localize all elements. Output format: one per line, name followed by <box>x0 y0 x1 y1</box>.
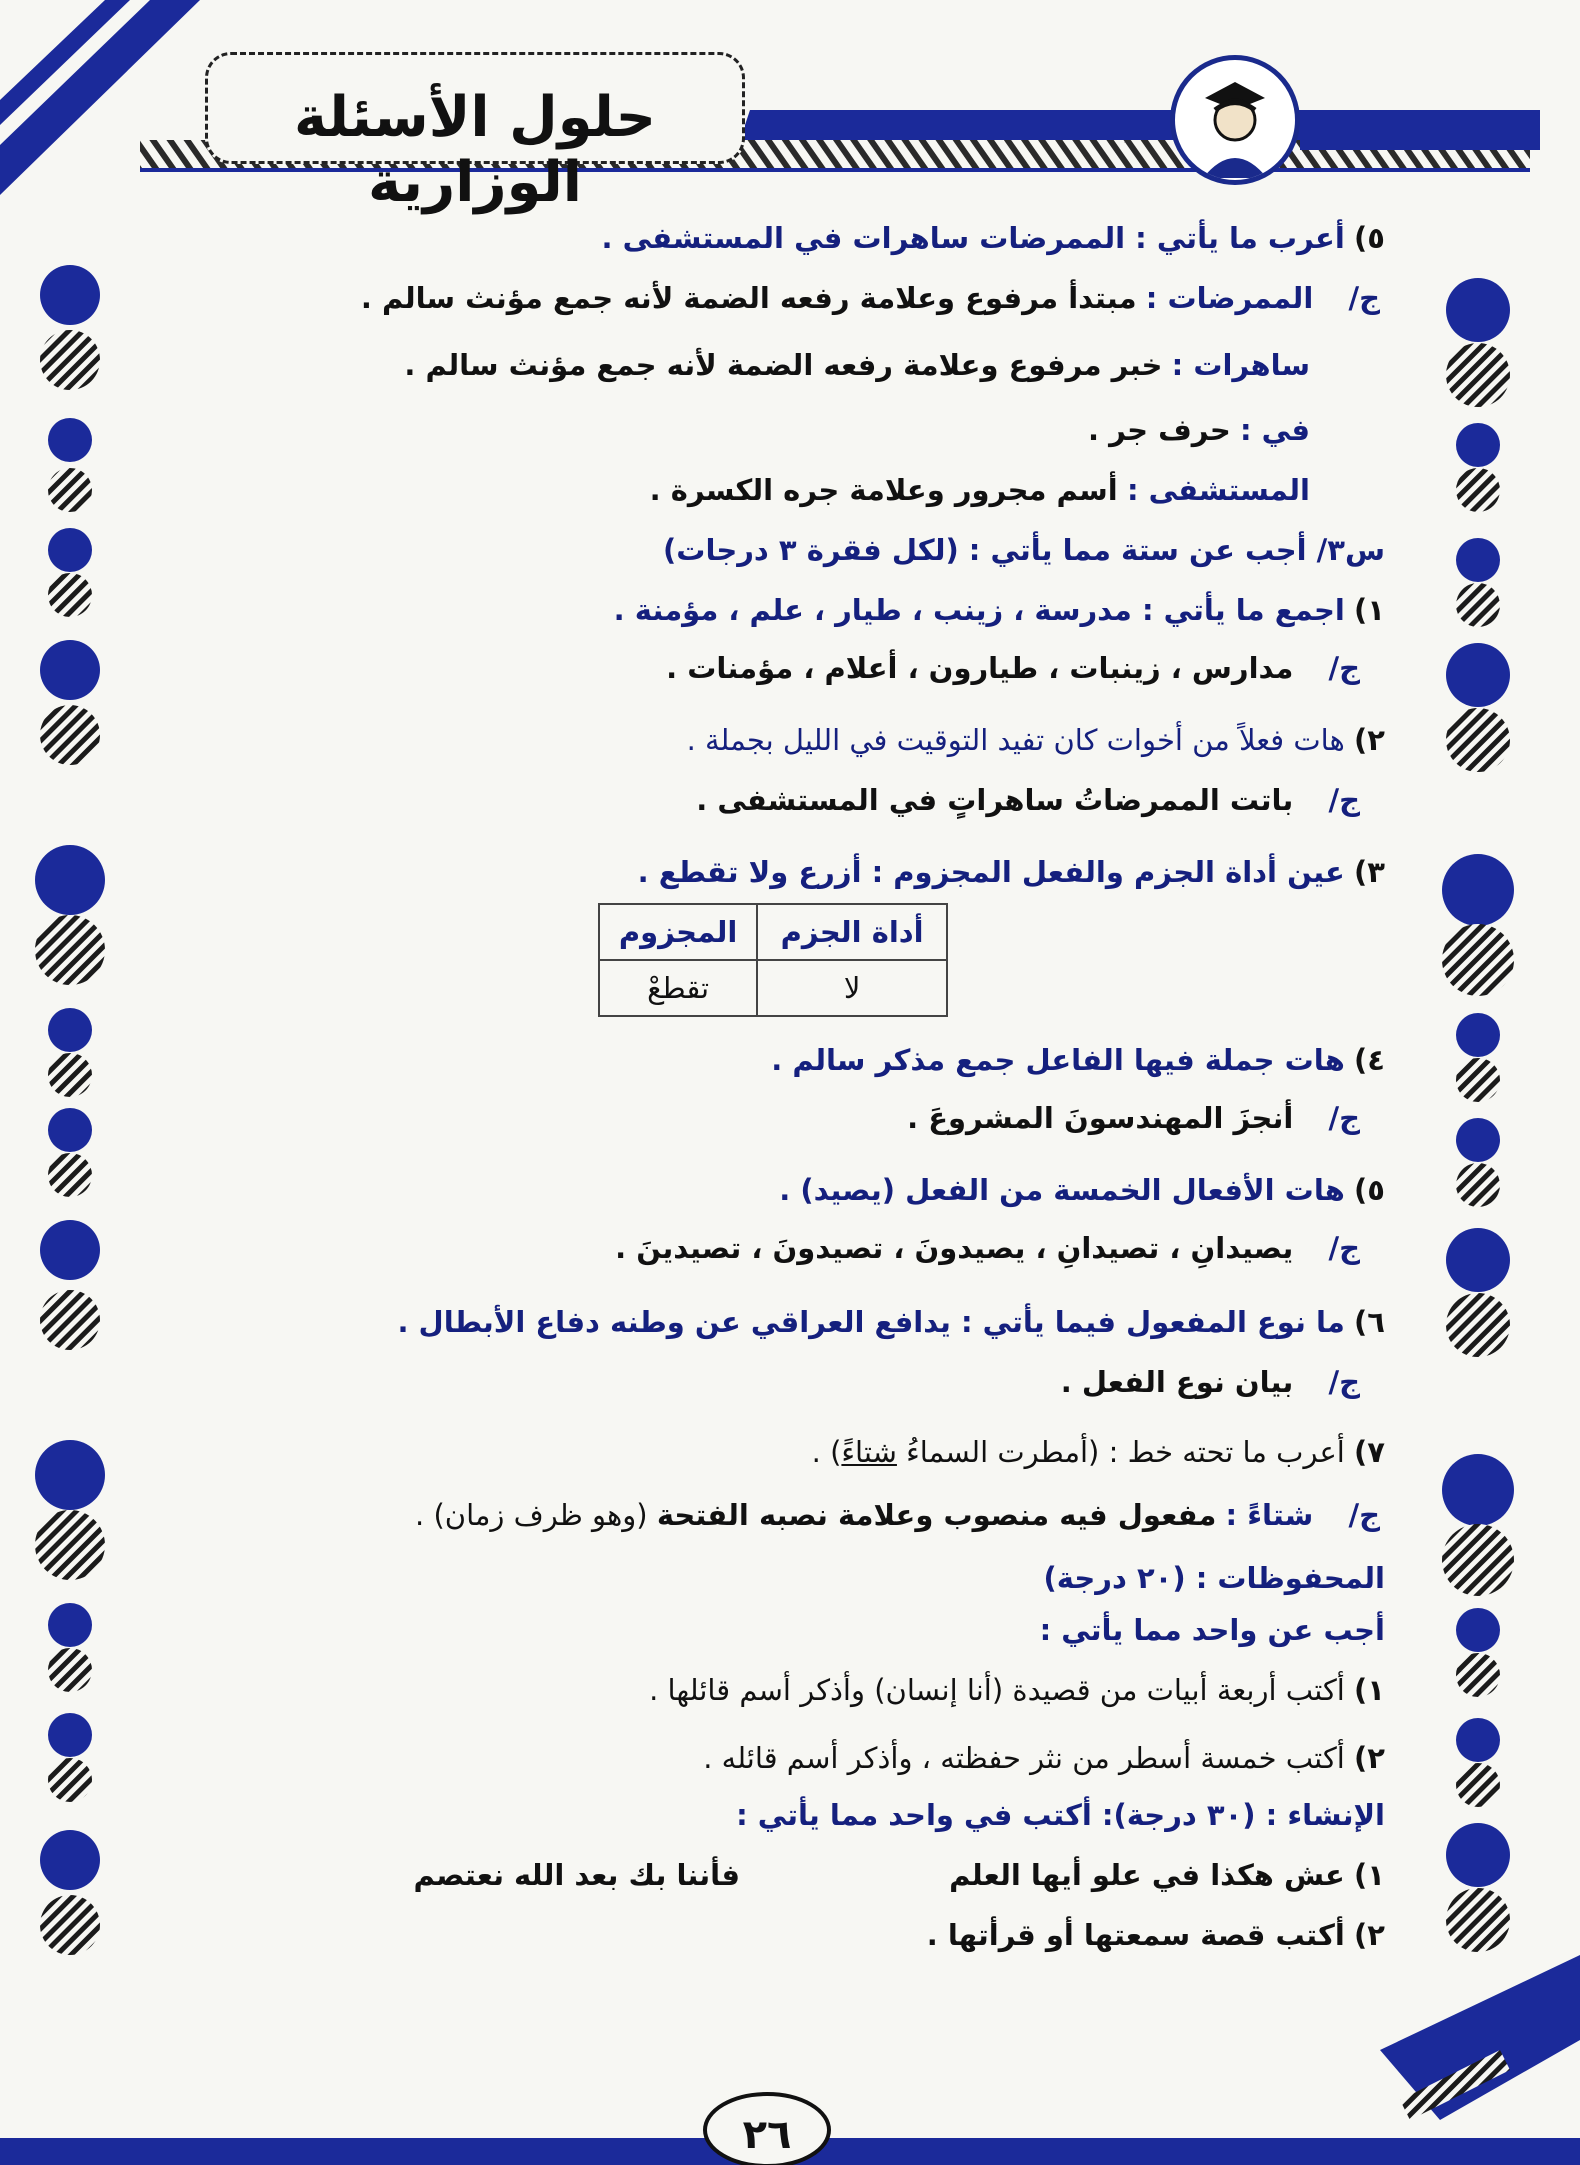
item-text: أكتب قصة سمعتها أو قرأتها . <box>926 1918 1345 1952</box>
answer-mark: ج/ <box>1348 1498 1380 1532</box>
item-answer: أنجزَ المهندسونَ المشروعَ . <box>907 1101 1294 1135</box>
table-cell: لا <box>757 960 947 1016</box>
item-text: أكتب أربعة أبيات من قصيدة (أنا إنسان) وأذكر أسم قائلها . <box>649 1673 1345 1707</box>
table-header-cell: أداة الجزم <box>757 904 947 960</box>
q5-number: ٥) <box>1354 221 1385 255</box>
s3-item-5-answer <box>615 1228 1360 1268</box>
memorized-item-2 <box>703 1738 1385 1778</box>
item-number: ٢) <box>1354 1918 1385 1952</box>
word-label: الممرضات : <box>1145 281 1314 315</box>
item-number: ٦) <box>1354 1305 1385 1339</box>
left-dots <box>35 265 105 1955</box>
q5-question <box>602 218 1385 258</box>
poem-hemistich-2: فأننا بك بعد الله نعتصم <box>413 1858 740 1892</box>
answer-mark: ج/ <box>1348 281 1380 315</box>
s3-item-3-question <box>638 852 1385 892</box>
table-header-cell: المجزوم <box>599 904 757 960</box>
word-analysis: حرف جر . <box>1087 413 1231 447</box>
word-label: في : <box>1239 413 1310 447</box>
composition-item-2 <box>927 1915 1385 1955</box>
item-question: أعرب ما تحته خط : (أمطرت السماءُ <box>896 1435 1345 1469</box>
s3-item-1-answer <box>666 648 1360 688</box>
q5-answer-line-2 <box>404 345 1310 385</box>
memorized-subheading: أجب عن واحد مما يأتي : <box>1039 1613 1385 1647</box>
item-number: ٥) <box>1354 1173 1385 1207</box>
table-row <box>599 960 947 1016</box>
word-analysis: مبتدأ مرفوع وعلامة رفعه الضمة لأنه جمع مؤنث سالم . <box>360 281 1137 315</box>
s3-item-5-question <box>779 1170 1385 1210</box>
item-number: ١) <box>1354 1673 1385 1707</box>
q5-answer-line-4 <box>650 470 1310 510</box>
answer-mark: ج/ <box>1328 1101 1360 1135</box>
item-answer-note: (وهو ظرف زمان) . <box>415 1498 648 1532</box>
item-number: ٤) <box>1354 1043 1385 1077</box>
item-question: هات فعلاً من أخوات كان تفيد التوقيت في الليل بجملة . <box>686 723 1345 757</box>
word-label: ساهرات : <box>1171 348 1310 382</box>
table-cell: تقطعْ <box>599 960 757 1016</box>
item-number: ٢) <box>1354 1741 1385 1775</box>
word-label: المستشفى : <box>1126 473 1310 507</box>
page-number: ٢٦ <box>742 2112 792 2158</box>
item-question: اجمع ما يأتي : مدرسة ، زينب ، طيار ، علم ، مؤمنة . <box>613 593 1345 627</box>
item-answer: مفعول فيه منصوب وعلامة نصبه الفتحة <box>656 1498 1217 1532</box>
word-analysis: خبر مرفوع وعلامة رفعه الضمة لأنه جمع مؤنث سالم . <box>404 348 1163 382</box>
section3-heading: س٣/ أجب عن ستة مما يأتي : (لكل فقرة ٣ درجات) <box>663 533 1385 567</box>
s3-item-6-question <box>397 1302 1385 1342</box>
item-number: ٢) <box>1354 723 1385 757</box>
item-answer: يصيدانِ ، تصيدانِ ، يصيدونَ ، تصيدونَ ، تصيدينَ . <box>615 1231 1294 1265</box>
underlined-word: شتاءً <box>841 1435 897 1469</box>
jussive-table <box>598 903 948 1017</box>
s3-item-4-question <box>771 1040 1385 1080</box>
answer-mark: ج/ <box>1328 783 1360 817</box>
memorized-heading: المحفوظات : (٢٠ درجة) <box>1043 1561 1385 1595</box>
item-number: ١) <box>1354 593 1385 627</box>
item-question-end: ) . <box>811 1435 842 1469</box>
s3-item-4-answer <box>907 1098 1360 1138</box>
word-analysis: أسم مجرور وعلامة جره الكسرة . <box>649 473 1118 507</box>
s3-item-2-question <box>687 720 1385 760</box>
page-title: حلول الأسئلة الوزارية <box>293 85 657 215</box>
q5-answer-line-3 <box>1088 410 1310 450</box>
item-question: هات جملة فيها الفاعل جمع مذكر سالم . <box>771 1043 1345 1077</box>
s3-item-1-question <box>614 590 1385 630</box>
student-logo-icon <box>1170 55 1300 185</box>
memorized-item-1 <box>649 1670 1385 1710</box>
answer-mark: ج/ <box>1328 651 1360 685</box>
composition-item-1 <box>949 1855 1385 1895</box>
s3-item-6-answer <box>1061 1362 1360 1402</box>
s3-item-7-answer <box>415 1495 1380 1535</box>
item-answer: مدارس ، زينبات ، طيارون ، أعلام ، مؤمنات . <box>666 651 1294 685</box>
poem-hemistich-1: عش هكذا في علو أيها العلم <box>949 1858 1345 1892</box>
item-text: أكتب خمسة أسطر من نثر حفظته ، وأذكر أسم قائله . <box>703 1741 1345 1775</box>
item-question: عين أداة الجزم والفعل المجزوم : أزرع ولا تقطع . <box>637 855 1345 889</box>
item-number: ٧) <box>1354 1435 1385 1469</box>
item-question: هات الأفعال الخمسة من الفعل (يصيد) . <box>779 1173 1345 1207</box>
item-number: ٣) <box>1354 855 1385 889</box>
s3-item-2-answer <box>696 780 1360 820</box>
word-label: شتاءً : <box>1225 1498 1314 1532</box>
right-dots <box>1442 278 1514 1952</box>
table-header-row <box>599 904 947 960</box>
composition-heading: الإنشاء : (٣٠ درجة): أكتب في واحد مما يأتي : <box>736 1798 1385 1832</box>
item-answer: بيان نوع الفعل . <box>1060 1365 1294 1399</box>
item-question: ما نوع المفعول فيما يأتي : يدافع العراقي عن وطنه دفاع الأبطال . <box>397 1305 1345 1339</box>
s3-item-7-question <box>812 1432 1385 1472</box>
item-answer: باتت الممرضاتُ ساهراتٍ في المستشفى . <box>696 783 1294 817</box>
q5-question-text: أعرب ما يأتي : الممرضات ساهرات في المستشفى . <box>601 221 1345 255</box>
item-number: ١) <box>1354 1858 1385 1892</box>
q5-answer-line-1 <box>361 278 1380 318</box>
answer-mark: ج/ <box>1328 1365 1360 1399</box>
answer-mark: ج/ <box>1328 1231 1360 1265</box>
